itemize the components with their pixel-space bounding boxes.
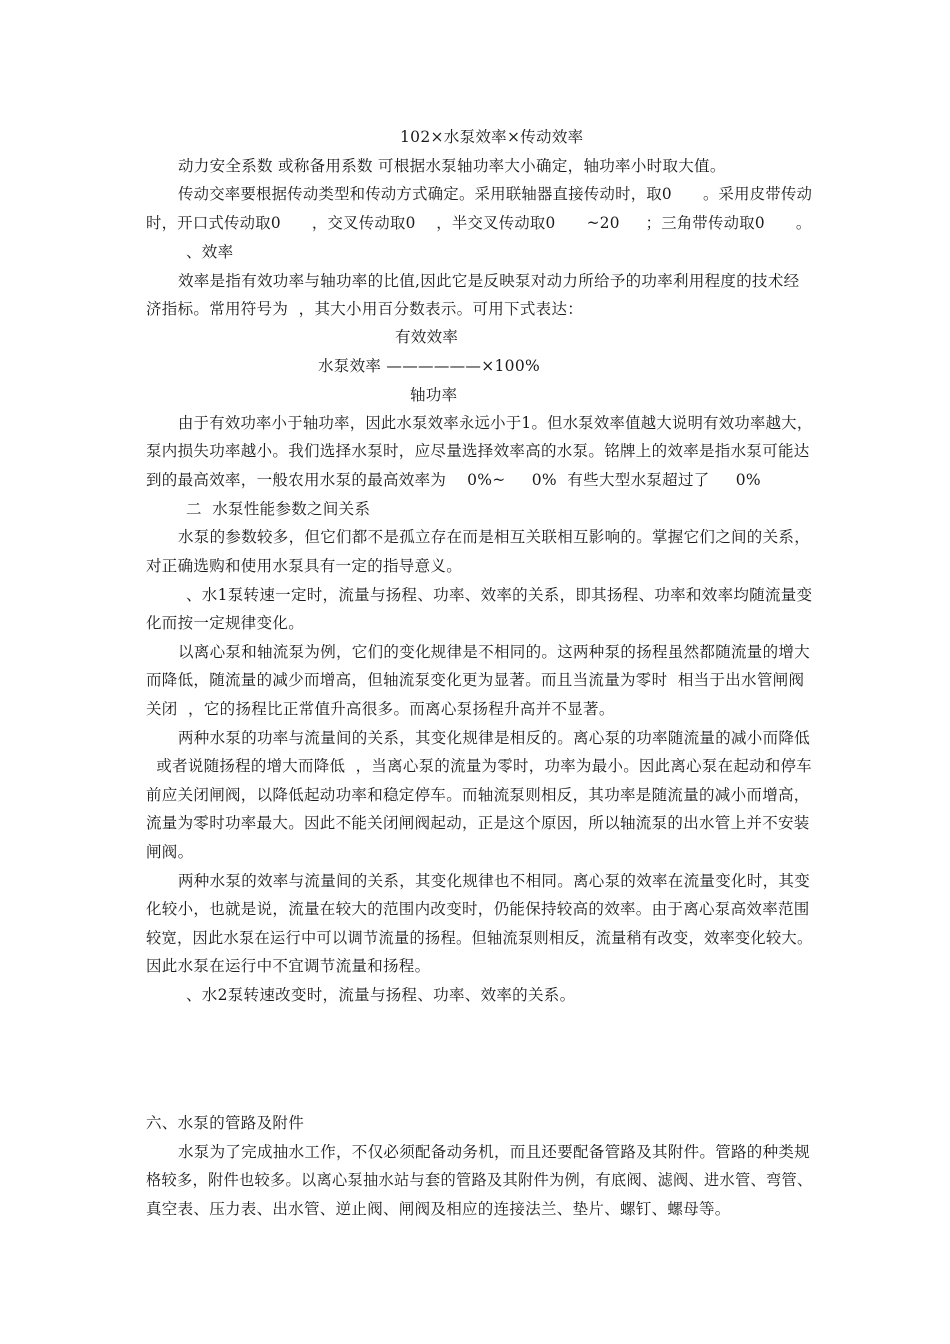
- paragraph-line: 水泵的参数较多，但它们都不是孤立存在而是相互关联相互影响的。掌握它们之间的关系，: [178, 528, 811, 546]
- paragraph-line: 两种水泵的效率与流量间的关系，其变化规律也不相同。离心泵的效率在流量变化时，其变: [178, 872, 811, 890]
- paragraph-line: 动力安全系数 或称备用系数 可根据水泵轴功率大小确定，轴功率小时取大值。: [178, 157, 726, 175]
- paragraph-line: 流量为零时功率最大。因此不能关闭闸阀起动，正是这个原因，所以轴流泵的出水管上并不安装: [146, 814, 810, 832]
- formula-line: 水泵效率 ——————×100%: [318, 357, 541, 375]
- paragraph-line: 两种水泵的功率与流量间的关系，其变化规律是相反的。离心泵的功率随流量的减小而降低: [178, 729, 811, 747]
- section-heading: 二 水泵性能参数之间关系: [186, 500, 371, 518]
- paragraph-line: 效率是指有效功率与轴功率的比值,因此它是反映泵对动力所给予的功率利用程度的技术经: [178, 272, 800, 290]
- paragraph-line: 、水1泵转速一定时，流量与扬程、功率、效率的关系，即其扬程、功率和效率均随流量变: [186, 586, 813, 604]
- paragraph-line: 泵内损失功率越小。我们选择水泵时，应尽量选择效率高的水泵。铭牌上的效率是指水泵可能达: [146, 442, 810, 460]
- paragraph-line: 前应关闭闸阀，以降低起动功率和稳定停车。而轴流泵则相反，其功率是随流量的减小而增高，: [146, 786, 810, 804]
- section-heading: 、效率: [186, 243, 234, 261]
- formula-line: 102×水泵效率×传动效率: [400, 128, 584, 146]
- paragraph-line: 由于有效功率小于轴功率，因此水泵效率永远小于1。但水泵效率值越大说明有效功率越大，: [178, 414, 813, 432]
- paragraph-line: 化较小，也就是说，流量在较大的范围内改变时，仍能保持较高的效率。由于离心泵高效率范围: [146, 900, 810, 918]
- paragraph-line: 格较多，附件也较多。以离心泵抽水站与套的管路及其附件为例，有底阀、滤阀、进水管、弯管、: [146, 1171, 813, 1189]
- paragraph-line: 真空表、压力表、出水管、逆止阀、闸阀及相应的连接法兰、垫片、螺钉、螺母等。: [146, 1200, 731, 1218]
- paragraph-line: 或者说随扬程的增大而降低 ，当离心泵的流量为零时，功率为最小。因此离心泵在起动和停车: [146, 757, 813, 775]
- paragraph-line: 时，开口式传动取0 ，交叉传动取0 ，半交叉传动取0 ~20 ；三角带传动取0 。: [146, 214, 812, 232]
- formula-denominator: 轴功率: [410, 386, 458, 404]
- paragraph-line: 、水2泵转速改变时，流量与扬程、功率、效率的关系。: [186, 986, 576, 1004]
- paragraph-line: 到的最高效率，一般农用水泵的最高效率为 0%~ 0% 有些大型水泵超过了 0%: [146, 471, 761, 489]
- paragraph-line: 济指标。常用符号为 ，其大小用百分数表示。可用下式表达：: [146, 300, 584, 318]
- paragraph-line: 而降低，随流量的减少而增高，但轴流泵变化更为显著。而且当流量为零时 相当于出水管闸阀: [146, 671, 805, 689]
- paragraph-line: 以离心泵和轴流泵为例，它们的变化规律是不相同的。这两种泵的扬程虽然都随流量的增大: [178, 643, 811, 661]
- formula-numerator: 有效效率: [395, 328, 459, 346]
- paragraph-line: 因此水泵在运行中不宜调节流量和扬程。: [146, 957, 431, 975]
- paragraph-line: 关闭 ，它的扬程比正常值升高很多。而离心泵扬程升高并不显著。: [146, 700, 615, 718]
- paragraph-line: 对正确选购和使用水泵具有一定的指导意义。: [146, 557, 463, 575]
- paragraph-line: 闸阀。: [146, 843, 194, 861]
- paragraph-line: 较宽，因此水泵在运行中可以调节流量的扬程。但轴流泵则相反，流量稍有改变，效率变化较大。: [146, 929, 813, 947]
- paragraph-line: 水泵为了完成抽水工作，不仅必须配备动务机，而且还要配备管路及其附件。管路的种类规: [178, 1143, 811, 1161]
- section-heading: 六、水泵的管路及附件: [146, 1114, 305, 1132]
- paragraph-line: 化而按一定规律变化。: [146, 614, 305, 632]
- paragraph-line: 传动交率要根据传动类型和传动方式确定。采用联轴器直接传动时，取0 。采用皮带传动: [178, 185, 813, 203]
